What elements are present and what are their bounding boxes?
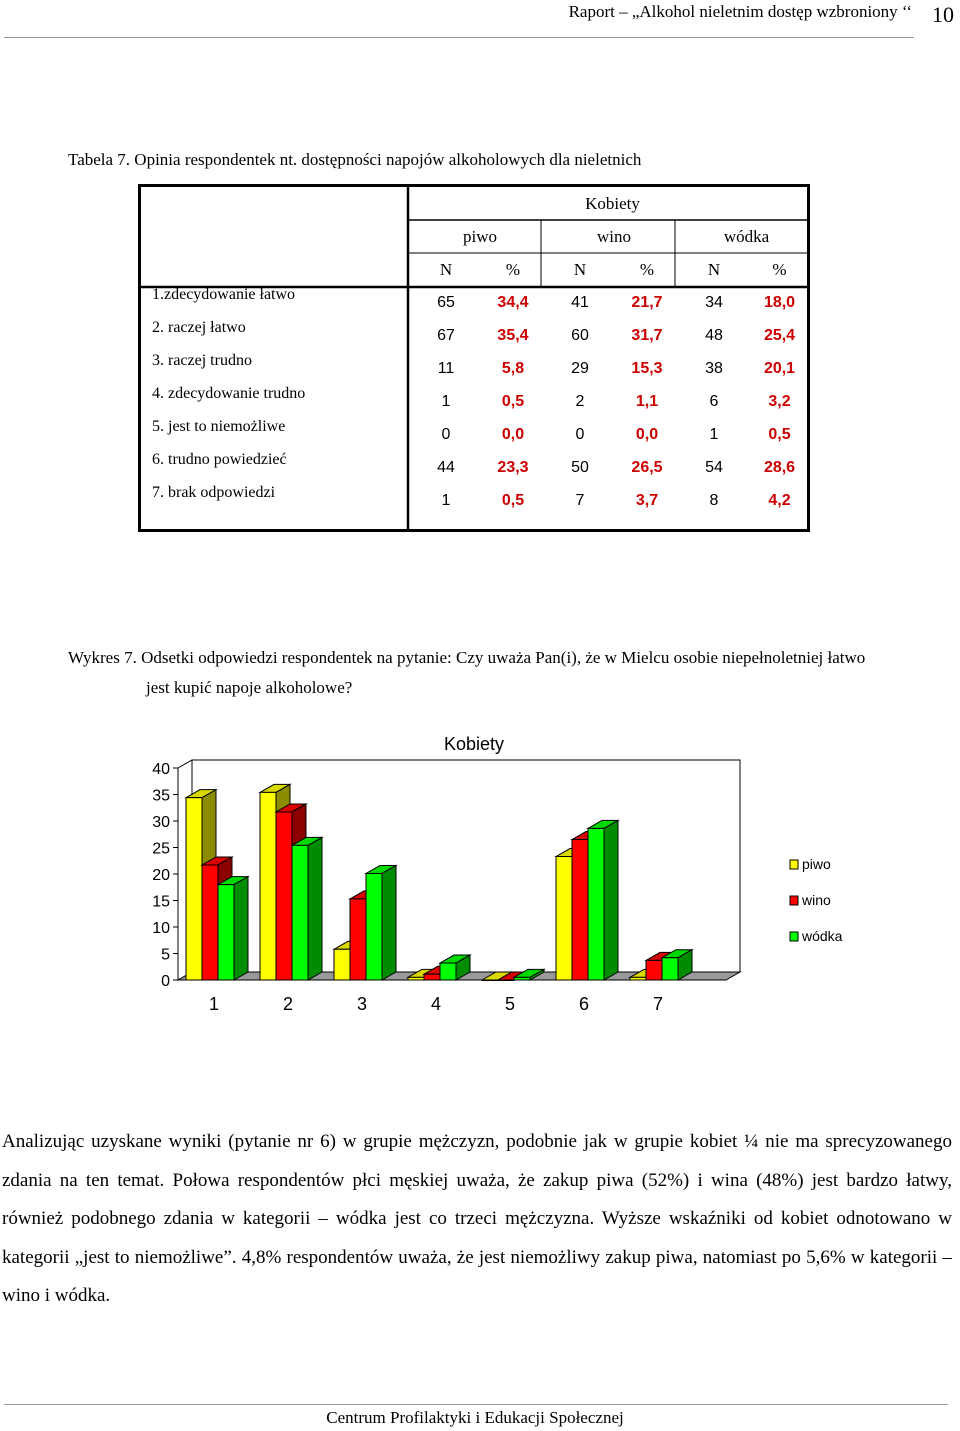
percent-cell: 4,2 — [768, 491, 791, 509]
x-tick-label: 3 — [356, 994, 368, 1014]
bar-piwo — [186, 798, 202, 980]
legend-label-wino: wino — [802, 892, 831, 908]
count-cell: 1 — [709, 425, 719, 443]
percent-cell: 0,5 — [501, 491, 525, 509]
count-cell: 6 — [709, 392, 719, 410]
running-header: Raport – „Alkohol nieletnim dostęp wzbroniony ‘‘ — [568, 2, 912, 21]
figure-caption-line-1: Wykres 7. Odsetki odpowiedzi respondentek na pytanie: Czy uważa Pan(i), że w Mielcu osobie niepełnoletniej łatwo — [68, 648, 866, 667]
x-tick-label: 1 — [208, 994, 220, 1014]
y-tick-label: 25 — [152, 840, 170, 858]
percent-cell: 0,0 — [501, 425, 525, 443]
x-tick-label: 5 — [504, 994, 516, 1014]
bar-side-wódka — [382, 865, 396, 980]
count-cell: 8 — [709, 491, 719, 509]
percent-cell: 25,4 — [763, 326, 796, 344]
legend-label-piwo: piwo — [802, 856, 831, 872]
row-label: 2. raczej łatwo — [152, 319, 246, 336]
percent-cell: 21,7 — [631, 293, 663, 311]
bar-wódka — [366, 873, 382, 980]
y-tick-label: 35 — [152, 787, 170, 805]
row-label: 5. jest to niemożliwe — [152, 418, 286, 435]
bar-wino — [498, 980, 514, 981]
percent-cell: 20,1 — [763, 359, 796, 377]
bar-wino — [424, 974, 440, 980]
y-tick-label: 40 — [152, 761, 170, 778]
percent-cell: 28,6 — [763, 458, 796, 476]
percent-cell: 26,5 — [631, 458, 663, 476]
x-tick-label: 7 — [652, 994, 664, 1014]
percent-cell: 5,8 — [501, 359, 525, 377]
count-cell: 48 — [705, 326, 723, 344]
sub-header: N — [573, 259, 587, 279]
drink-header: wódka — [723, 226, 770, 246]
figure-caption-line-2: jest kupić napoje alkoholowe? — [146, 678, 353, 697]
count-cell: 38 — [705, 359, 723, 377]
group-header: Kobiety — [585, 193, 640, 213]
count-cell: 1 — [441, 392, 451, 410]
percent-cell: 0,5 — [768, 425, 791, 443]
bar-wino — [202, 865, 218, 980]
bar-side-wódka — [604, 820, 618, 980]
y-tick-label: 0 — [161, 973, 170, 990]
sub-header: N — [707, 259, 721, 279]
count-cell: 29 — [571, 359, 589, 377]
bar-wino — [572, 840, 588, 980]
bar-piwo — [556, 857, 572, 980]
y-tick-label: 10 — [152, 920, 170, 937]
count-cell: 54 — [705, 458, 723, 476]
percent-cell: 35,4 — [497, 326, 529, 344]
percent-cell: 0,5 — [501, 392, 525, 410]
bar-wódka — [292, 845, 308, 980]
bar-wódka — [514, 977, 530, 980]
bar-chart — [130, 726, 890, 1026]
row-label: 6. trudno powiedzieć — [152, 451, 287, 468]
chart-title: Kobiety — [443, 734, 505, 754]
count-cell: 1 — [441, 491, 451, 509]
page-number: 10 — [932, 2, 954, 27]
percent-cell: 18,0 — [763, 293, 796, 311]
sub-header: % — [772, 259, 787, 279]
drink-header: piwo — [463, 226, 497, 246]
bar-wino — [350, 899, 366, 980]
sub-header: % — [639, 259, 655, 279]
bar-wódka — [218, 885, 234, 980]
legend-swatch-wódka — [790, 932, 798, 941]
count-cell: 44 — [437, 458, 455, 476]
sub-header: N — [439, 259, 453, 279]
x-tick-label: 4 — [430, 994, 442, 1014]
bar-wódka — [440, 963, 456, 980]
bar-piwo — [630, 977, 646, 980]
bar-piwo — [408, 977, 424, 980]
bar-piwo — [260, 792, 276, 980]
row-label: 7. brak odpowiedzi — [152, 484, 276, 501]
footer-divider — [4, 1404, 948, 1405]
count-cell: 2 — [575, 392, 585, 410]
percent-cell: 31,7 — [631, 326, 663, 344]
bar-wódka — [662, 958, 678, 980]
percent-cell: 3,7 — [635, 491, 659, 509]
count-cell: 50 — [571, 458, 589, 476]
row-label: 4. zdecydowanie trudno — [152, 385, 306, 402]
count-cell: 7 — [575, 491, 585, 509]
legend-label-wódka: wódka — [802, 928, 843, 944]
bar-piwo — [482, 980, 498, 981]
percent-cell: 23,3 — [497, 458, 529, 476]
x-tick-label: 2 — [282, 994, 294, 1014]
y-tick-label: 5 — [161, 946, 170, 964]
count-cell: 0 — [441, 425, 451, 443]
count-cell: 65 — [437, 293, 455, 311]
x-tick-label: 6 — [578, 994, 590, 1014]
percent-cell: 0,0 — [635, 425, 659, 443]
bar-wódka — [588, 828, 604, 980]
analysis-paragraph: Analizując uzyskane wyniki (pytanie nr 6) w grupie mężczyzn, podobnie jak w grupie kobiet ¼ nie ma sprecyzowanego zdania na ten temat. Połowa respondentów płci męskiej uważa, że zakup piwa (52%) i wina (48%) jest bardzo łatwy, również podobnego zdania w kategorii – wódka jest co trzeci mężczyzna. Wyższe wskaźniki od kobiet odnotowano w kategorii „jest to niemożliwe”. 4,8% respondentów uważa, że jest niemożliwy zakup piwa, natomiast po 5,6% w kategorii – wino i wódka. — [2, 1131, 952, 1306]
table-grid-lines — [141, 187, 807, 529]
percent-cell: 15,3 — [631, 359, 663, 377]
data-table-frame — [138, 184, 810, 532]
y-tick-label: 20 — [152, 867, 170, 884]
y-tick-label: 15 — [152, 893, 170, 911]
count-cell: 41 — [571, 293, 589, 311]
bar-side-wódka — [234, 877, 248, 980]
row-label: 1.zdecydowanie łatwo — [152, 286, 296, 303]
sub-header: % — [505, 259, 521, 279]
count-cell: 34 — [705, 293, 723, 311]
row-label: 3. raczej trudno — [152, 352, 252, 369]
count-cell: 60 — [571, 326, 589, 344]
count-cell: 11 — [437, 359, 455, 377]
percent-cell: 1,1 — [635, 392, 659, 410]
table-caption: Tabela 7. Opinia respondentek nt. dostępności napojów alkoholowych dla nieletnich — [68, 150, 642, 169]
count-cell: 0 — [575, 425, 585, 443]
y-tick-label: 30 — [152, 814, 170, 831]
header-divider — [4, 37, 914, 38]
percent-cell: 3,2 — [768, 392, 791, 410]
bar-piwo — [334, 949, 350, 980]
bar-side-wódka — [308, 837, 322, 980]
percent-cell: 34,4 — [497, 293, 529, 311]
drink-header: wino — [597, 226, 631, 246]
footer-text: Centrum Profilaktyki i Edukacji Społecznej — [326, 1408, 624, 1427]
legend-swatch-wino — [790, 896, 798, 905]
bar-wino — [276, 812, 292, 980]
bar-wino — [646, 960, 662, 980]
legend-swatch-piwo — [790, 860, 798, 869]
count-cell: 67 — [437, 326, 455, 344]
